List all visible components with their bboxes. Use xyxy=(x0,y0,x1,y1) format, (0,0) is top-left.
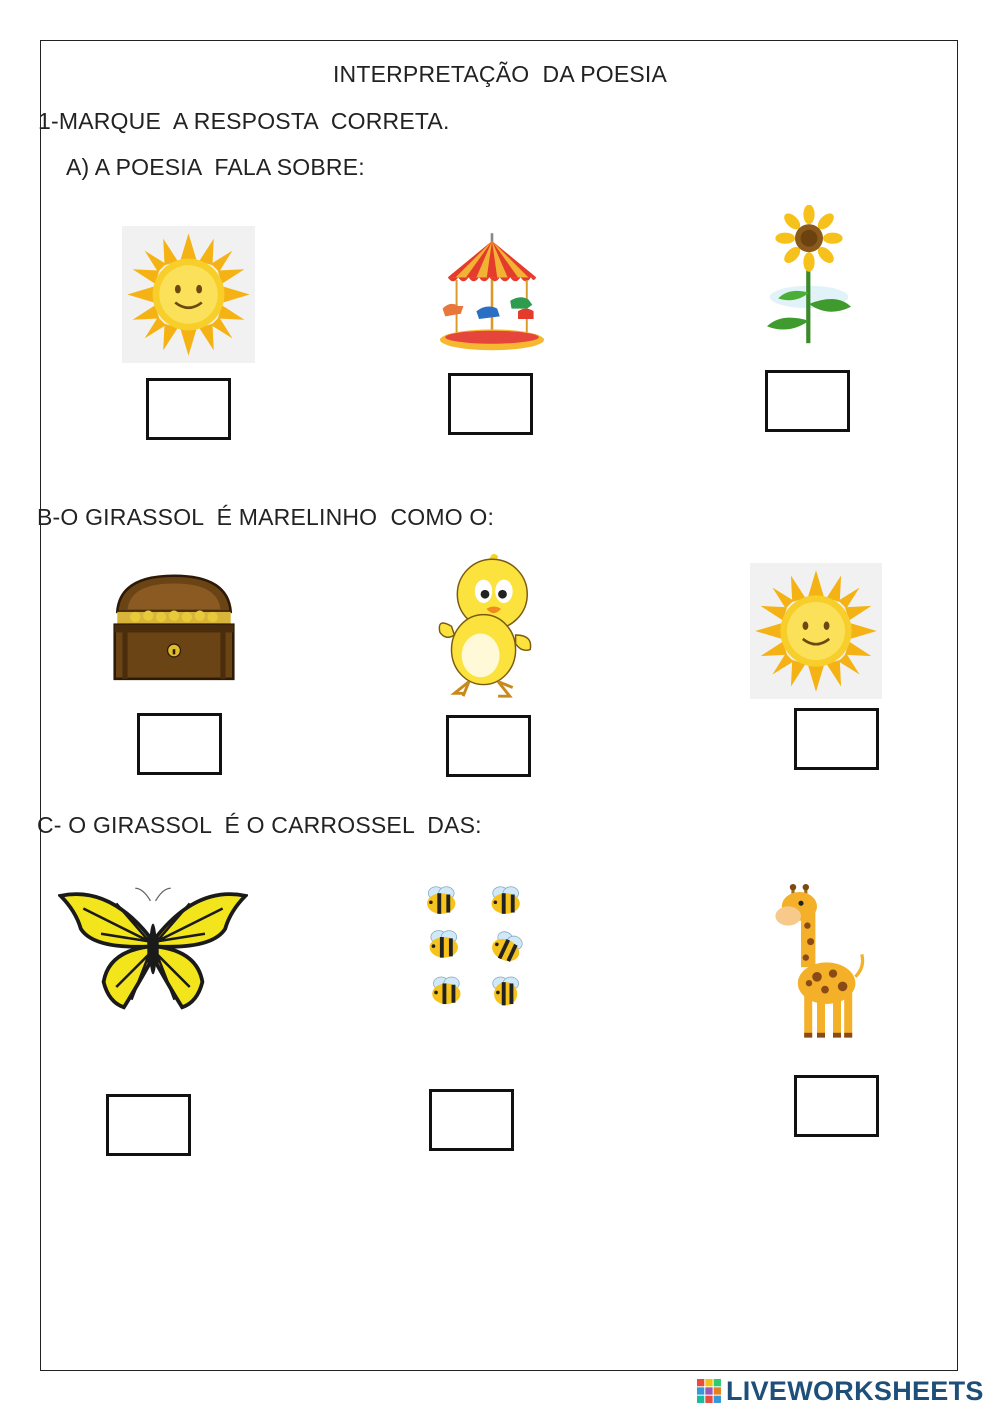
liveworksheets-logo[interactable] xyxy=(697,1376,984,1406)
checkbox-c-butterfly[interactable] xyxy=(106,1094,191,1156)
checkbox-a-carousel[interactable] xyxy=(448,373,533,435)
chick-image xyxy=(434,550,536,704)
checkbox-b-treasure-chest[interactable] xyxy=(137,713,222,775)
checkbox-c-giraffe[interactable] xyxy=(794,1075,879,1137)
checkbox-b-chick[interactable] xyxy=(446,715,531,777)
sun-image xyxy=(122,226,255,363)
page-title: INTERPRETAÇÃO DA POESIA xyxy=(332,61,668,87)
sun-image xyxy=(750,563,882,699)
carousel-image xyxy=(427,228,557,358)
bees-image xyxy=(418,880,534,1016)
butterfly-image xyxy=(58,884,248,1014)
liveworksheets-logo-icon xyxy=(697,1379,722,1404)
checkbox-a-sunflower[interactable] xyxy=(765,370,850,432)
checkbox-b-sun[interactable] xyxy=(794,708,879,770)
checkbox-c-bees[interactable] xyxy=(429,1089,514,1151)
instruction: 1-MARQUE A RESPOSTA CORRETA. xyxy=(38,108,450,134)
question-a: A) A POESIA FALA SOBRE: xyxy=(66,154,365,180)
brand-name: LIVEWORKSHEETS xyxy=(726,1375,984,1406)
giraffe-image xyxy=(768,884,866,1044)
checkbox-a-sun[interactable] xyxy=(146,378,231,440)
question-b: B-O GIRASSOL É MARELINHO COMO O: xyxy=(37,504,495,530)
question-c: C- O GIRASSOL É O CARROSSEL DAS: xyxy=(37,812,482,838)
sunflower-image xyxy=(760,205,858,347)
treasure-chest-image xyxy=(108,568,240,684)
